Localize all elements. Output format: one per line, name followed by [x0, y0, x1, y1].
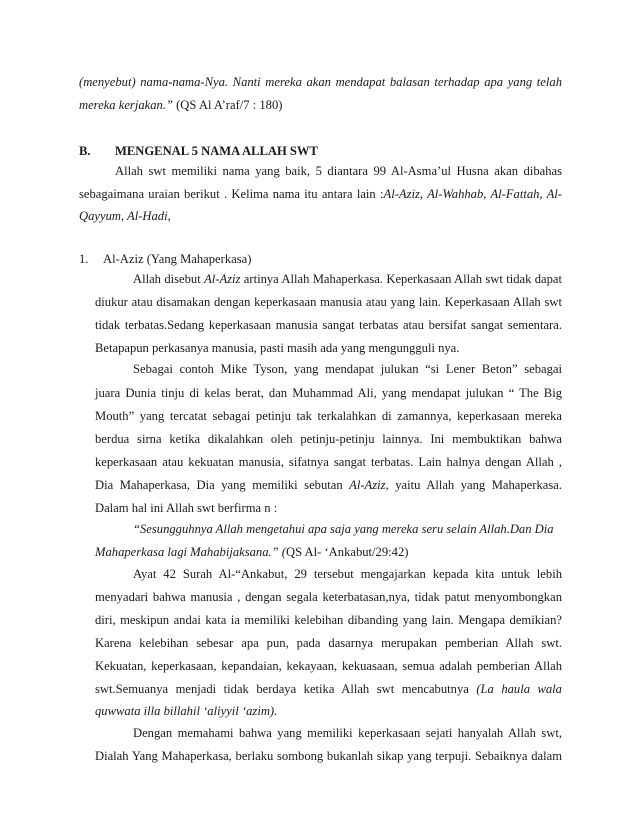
intro-italic: mereka kerjakan.” — [79, 98, 173, 112]
para-a-line-2: diukur atau disamakan dengan keperkasaan manusia atau yang lain. Keperkasaan Allah swt — [95, 295, 562, 309]
para-c-line-6: swt.Semuanya menjadi tidak berdaya ketika Allah swt mencabutnya (La haula wala — [95, 682, 562, 696]
section-title: MENGENAL 5 NAMA ALLAH SWT — [115, 144, 318, 158]
para-a-line-1: Allah disebut Al-Aziz artinya Allah Mahaperkasa. Keperkasaan Allah swt tidak dapat — [133, 272, 563, 286]
para-b-line-1: Sebagai contoh Mike Tyson, yang mendapat julukan “si Lener Beton” sebagai — [133, 362, 562, 376]
item-heading: Al-Aziz (Yang Mahaperkasa) — [103, 252, 252, 266]
para-b-line-7: Dalam hal ini Allah swt berfirma n : — [95, 501, 278, 515]
para-c-line-4: Karena kelebihan sebesar apa pun, pada dasarnya merupakan pemberian Allah swt. — [95, 636, 562, 650]
quote-line-2: Mahaperkasa lagi Mahabijaksana.” (QS Al- ‘Ankabut/29:42) — [95, 545, 409, 559]
para-b-line-6: Dia Mahaperkasa, Dia yang memiliki sebutan Al-Aziz, yaitu Allah yang Mahaperkasa. — [95, 478, 562, 492]
para-b-line-5: keperkasaan atau kekuatan manusia, sifatnya sangat terbatas. Lain halnya dengan Allah , — [95, 455, 562, 469]
intro-line-2 — [79, 97, 282, 113]
para-c-line-3: diri, meskipun andai kata ia memiliki kelebihan dibanding yang lain. Mengapa demikian? — [95, 613, 562, 627]
intro-citation: (QS Al A’raf/7 : 180) — [172, 98, 283, 112]
para-a-line-3: tidak terbatas.Sedang keperkasaan manusia sangat terbatas atau bersifat sangat sementara. — [95, 318, 562, 332]
para-c-line-1: Ayat 42 Surah Al-“Ankabut, 29 tersebut mengajarkan kepada kita untuk lebih — [133, 567, 562, 581]
para-c-line-2: menyadari bahwa manusia , dengan segala keterbatasan,nya, tidak patut menyombongkan — [95, 590, 562, 604]
quote-line-1: “Sesungguhnya Allah mengetahui apa saja yang mereka seru selain Allah.Dan Dia — [133, 522, 554, 536]
section-marker: B. — [79, 144, 91, 158]
intro-text: (menyebut) nama-nama-Nya. Nanti mereka akan mendapat balasan terhadap apa yang telah — [79, 75, 562, 89]
para-b-line-2: juara Dunia tinju di kelas berat, dan Muhammad Ali, yang mendapat julukan “ The Big — [95, 386, 562, 400]
para-d-line-2: Dialah Yang Mahaperkasa, berlaku sombong bukanlah sikap yang terpuji. Sebaiknya dalam — [95, 749, 562, 763]
section-paragraph-line-1: Allah swt memiliki nama yang baik, 5 diantara 99 Al-Asma’ul Husna akan dibahas — [115, 164, 562, 178]
para-c-line-5: Kekuatan, keperkasaan, kepandaian, kekayaan, kekuasaan, semua adalah pemberian Allah — [95, 659, 562, 673]
para-d-line-1: Dengan memahami bahwa yang memiliki keperkasaan sejati hanyalah Allah swt, — [133, 726, 562, 740]
para-b-line-3: Mouth” yang tercatat sebagai petinju tak terkalahkan di zamannya, keperkasaan mereka — [95, 409, 562, 423]
para-a-line-4: Betapapun perkasanya manusia, pasti masih ada yang mengungguli nya. — [95, 341, 460, 355]
section-paragraph-line-2: sebagaimana uraian berikut . Kelima nama itu antara lain :Al-Aziz, Al-Wahhab, Al-Fattah, Al- — [79, 187, 562, 201]
para-b-line-4: berdua sirna ketika dikalahkan oleh petinju-petinju lainnya. Ini membuktikan bahwa — [95, 432, 562, 446]
section-paragraph-line-3: Qayyum, Al-Hadi, — [79, 209, 171, 223]
para-c-line-7: quwwata illa billahil ‘aliyyil ‘azim). — [95, 704, 278, 718]
intro-line-1 — [79, 74, 562, 90]
item-marker: 1. — [79, 252, 89, 266]
